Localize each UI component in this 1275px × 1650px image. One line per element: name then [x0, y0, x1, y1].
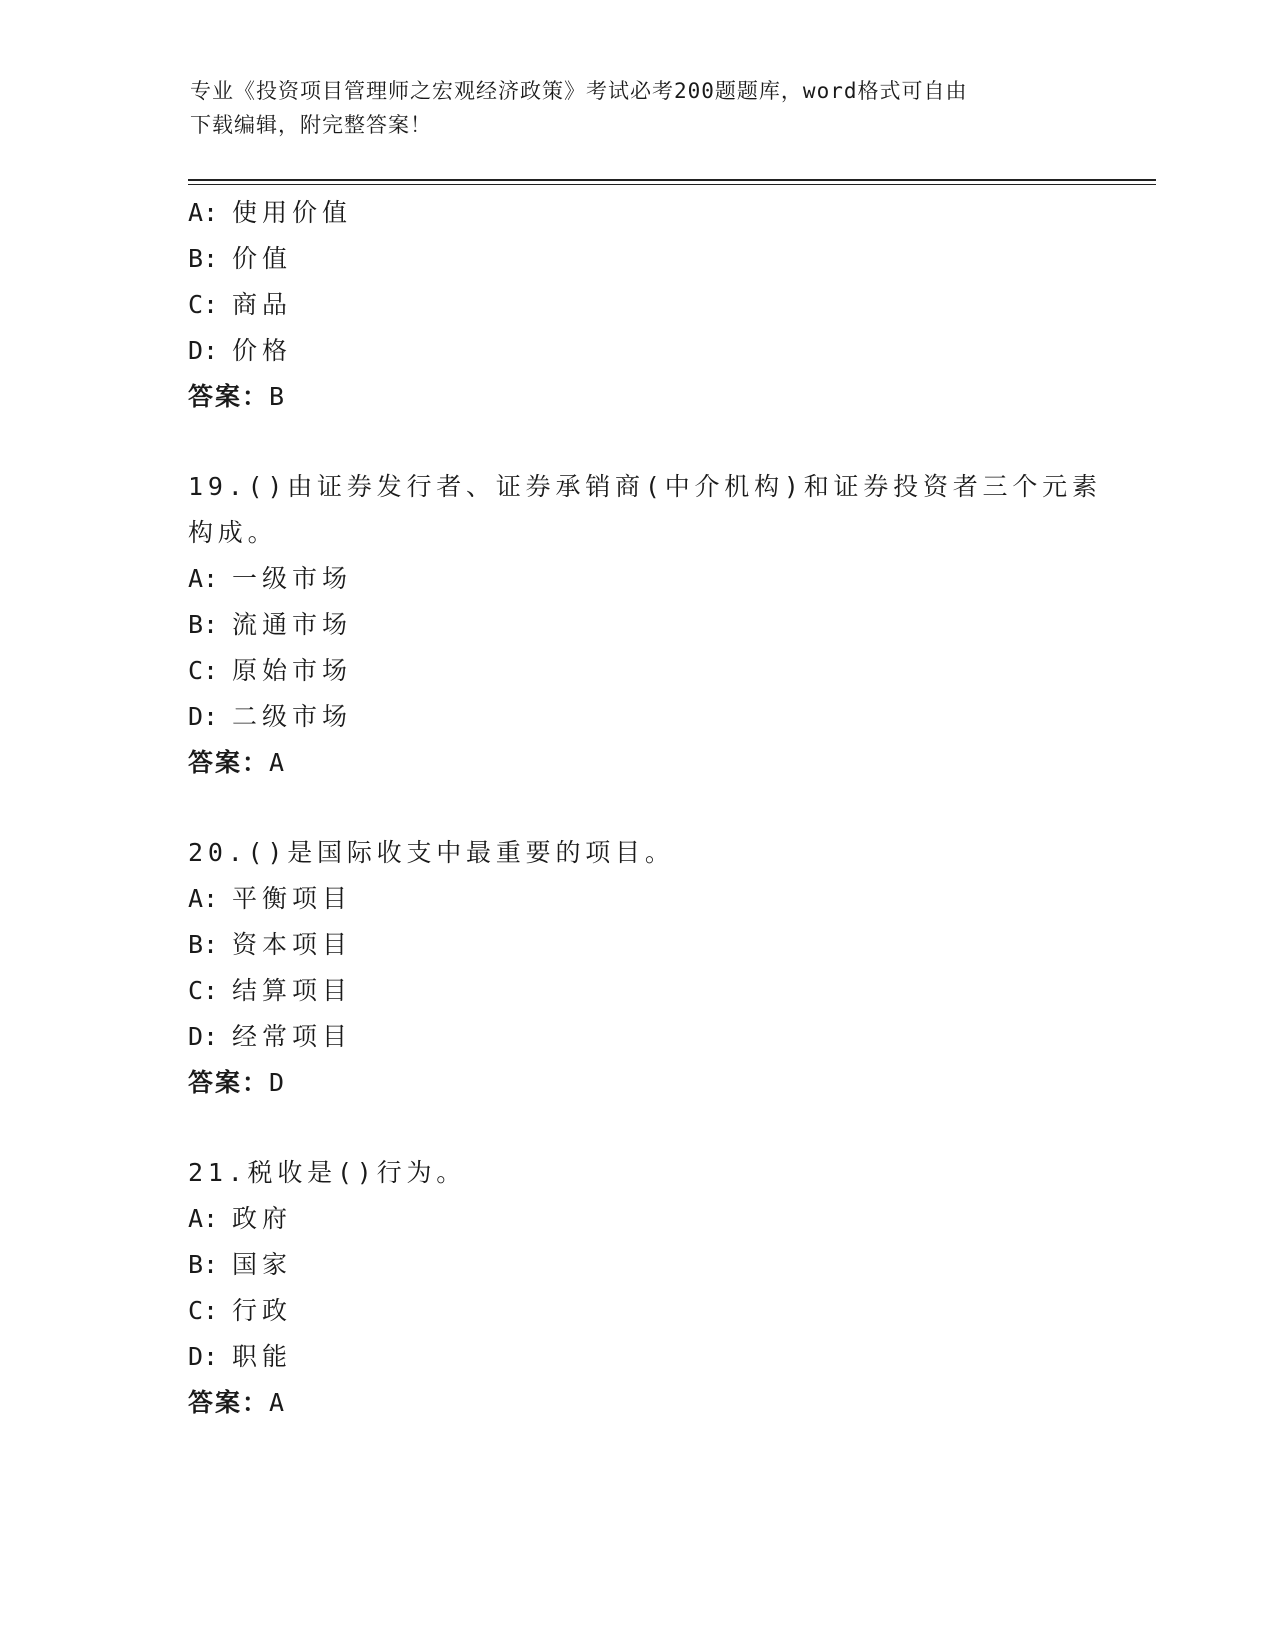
option-text: 使用价值	[232, 198, 353, 227]
option-prefix: A:	[188, 564, 219, 593]
option-prefix: B:	[188, 1250, 219, 1279]
answer-label: 答案：	[188, 382, 270, 411]
option-text: 原始市场	[232, 656, 353, 685]
answer-line	[188, 1380, 1118, 1426]
option-text: 价格	[232, 336, 293, 365]
option-prefix: D:	[188, 702, 219, 731]
question-block-19	[188, 464, 1118, 786]
option-a	[188, 556, 1118, 602]
answer-line	[188, 374, 1118, 420]
option-prefix: D:	[188, 1022, 219, 1051]
spacer	[188, 786, 1118, 830]
header-line-2: 下载编辑，附完整答案！	[190, 113, 432, 137]
header-divider-thin	[188, 184, 1156, 185]
option-prefix: C:	[188, 656, 219, 685]
option-a	[188, 1196, 1118, 1242]
option-text: 经常项目	[232, 1022, 353, 1051]
question-text: 20.()是国际收支中最重要的项目。	[188, 838, 675, 867]
option-text: 价值	[232, 244, 293, 273]
spacer	[188, 420, 1118, 464]
option-c	[188, 282, 1118, 328]
option-a	[188, 190, 1118, 236]
option-d	[188, 694, 1118, 740]
option-prefix: C:	[188, 290, 219, 319]
option-b	[188, 236, 1118, 282]
spacer	[188, 1106, 1118, 1150]
question-block-21	[188, 1150, 1118, 1426]
option-prefix: D:	[188, 1342, 219, 1371]
option-b	[188, 1242, 1118, 1288]
option-text: 结算项目	[232, 976, 353, 1005]
question-block-20	[188, 830, 1118, 1106]
option-text: 流通市场	[232, 610, 353, 639]
option-prefix: C:	[188, 976, 219, 1005]
answer-value: A	[269, 748, 287, 777]
option-prefix: A:	[188, 884, 219, 913]
option-text: 平衡项目	[232, 884, 353, 913]
answer-label: 答案：	[188, 748, 270, 777]
question-text: 19.()由证券发行者、证券承销商(中介机构)和证券投资者三个元素构成。	[188, 472, 1102, 547]
option-text: 职能	[232, 1342, 293, 1371]
option-d	[188, 1014, 1118, 1060]
option-a	[188, 876, 1118, 922]
question-text: 21.税收是()行为。	[188, 1158, 467, 1187]
option-b	[188, 602, 1118, 648]
option-prefix: B:	[188, 610, 219, 639]
option-text: 政府	[232, 1204, 293, 1233]
answer-label: 答案：	[188, 1068, 270, 1097]
option-c	[188, 648, 1118, 694]
option-c	[188, 968, 1118, 1014]
option-c	[188, 1288, 1118, 1334]
option-text: 二级市场	[232, 702, 353, 731]
question-list	[188, 190, 1118, 1426]
answer-line	[188, 1060, 1118, 1106]
option-prefix: A:	[188, 198, 219, 227]
option-prefix: D:	[188, 336, 219, 365]
option-text: 商品	[232, 290, 293, 319]
option-b	[188, 922, 1118, 968]
option-prefix: B:	[188, 930, 219, 959]
answer-line	[188, 740, 1118, 786]
header-divider-thick	[188, 179, 1156, 181]
option-d	[188, 328, 1118, 374]
document-header	[190, 74, 1070, 142]
option-d	[188, 1334, 1118, 1380]
answer-label: 答案：	[188, 1388, 270, 1417]
answer-value: D	[269, 1068, 287, 1097]
question-block-18	[188, 190, 1118, 420]
option-text: 一级市场	[232, 564, 353, 593]
option-prefix: B:	[188, 244, 219, 273]
answer-value: A	[269, 1388, 287, 1417]
option-text: 资本项目	[232, 930, 353, 959]
header-line-1: 专业《投资项目管理师之宏观经济政策》考试必考200题题库，word格式可自由	[190, 79, 968, 103]
option-prefix: A:	[188, 1204, 219, 1233]
option-prefix: C:	[188, 1296, 219, 1325]
option-text: 国家	[232, 1250, 293, 1279]
option-text: 行政	[232, 1296, 293, 1325]
answer-value: B	[269, 382, 287, 411]
